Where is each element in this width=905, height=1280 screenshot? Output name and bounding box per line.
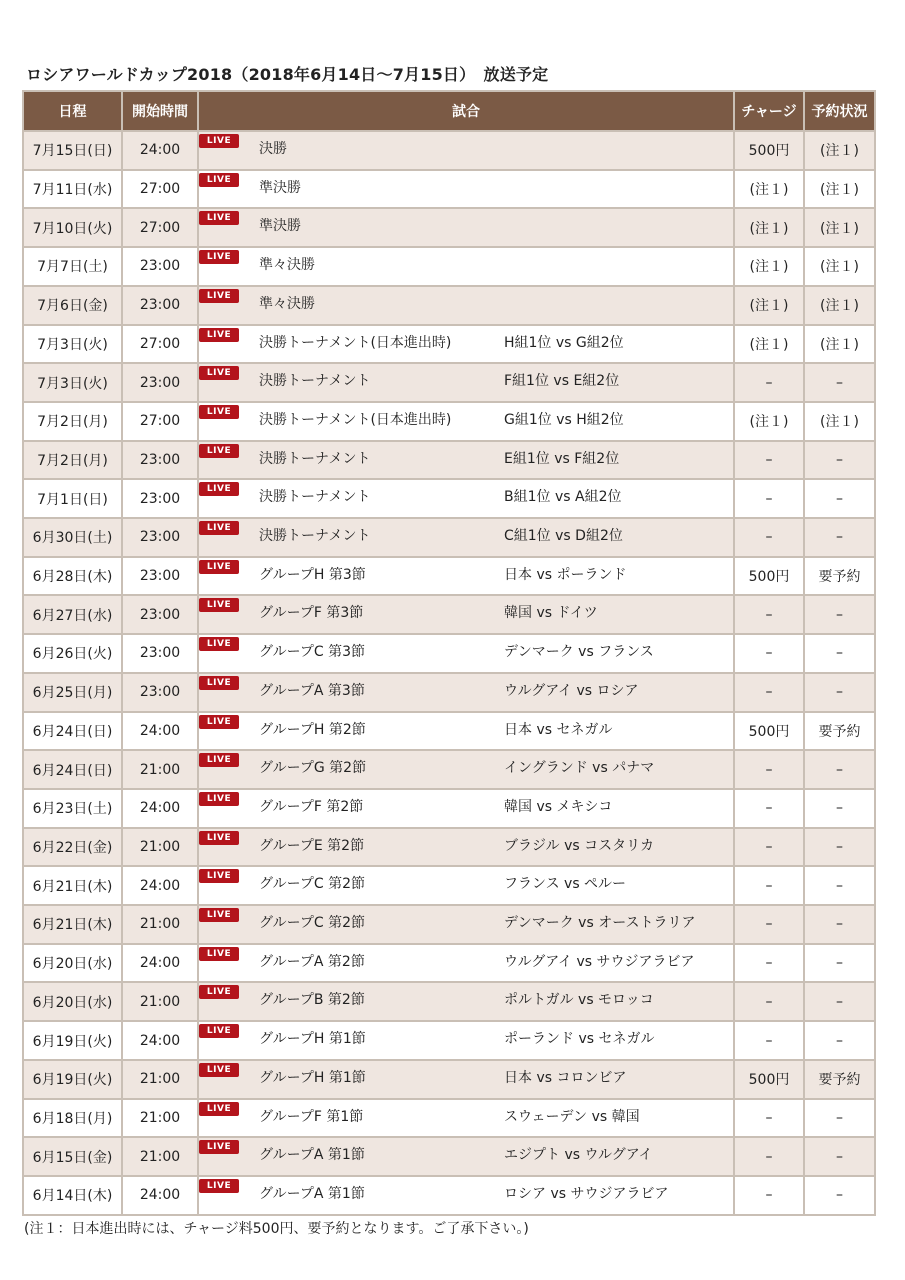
reservation-status: – <box>804 828 875 867</box>
match-round: グループH 第2節 <box>259 721 366 738</box>
match-teams: F組1位 vs E組2位 <box>504 373 620 390</box>
match-date: 6月30日(土) <box>23 518 122 557</box>
start-time: 21:00 <box>122 828 198 867</box>
live-badge: LIVE <box>199 560 239 574</box>
match-round: 決勝トーナメント(日本進出時) <box>259 334 452 351</box>
table-row <box>23 557 875 596</box>
table-row <box>23 131 875 170</box>
start-time: 27:00 <box>122 325 198 364</box>
reservation-status: – <box>804 441 875 480</box>
live-badge: LIVE <box>199 947 239 961</box>
match-teams: スウェーデン vs 韓国 <box>504 1108 640 1125</box>
match-date: 7月7日(土) <box>23 247 122 286</box>
start-time: 23:00 <box>122 634 198 673</box>
charge-value: – <box>734 673 804 712</box>
charge-value: – <box>734 363 804 402</box>
charge-value: – <box>734 789 804 828</box>
match-date: 6月20日(水) <box>23 982 122 1021</box>
match-round: グループH 第1節 <box>259 1069 366 1086</box>
match-date: 6月21日(木) <box>23 866 122 905</box>
match-date: 7月3日(火) <box>23 363 122 402</box>
start-time: 23:00 <box>122 441 198 480</box>
reservation-status: – <box>804 982 875 1021</box>
table-row <box>23 1060 875 1099</box>
start-time: 23:00 <box>122 479 198 518</box>
match-round: グループF 第2節 <box>259 798 364 815</box>
match-date: 7月2日(月) <box>23 402 122 441</box>
match-cell <box>198 208 734 247</box>
live-badge: LIVE <box>199 1102 239 1116</box>
match-cell <box>198 944 734 983</box>
table-row <box>23 286 875 325</box>
match-cell <box>198 402 734 441</box>
table-row <box>23 982 875 1021</box>
match-cell <box>198 905 734 944</box>
table-row <box>23 866 875 905</box>
live-badge: LIVE <box>199 328 239 342</box>
start-time: 21:00 <box>122 750 198 789</box>
match-teams: 日本 vs ポーランド <box>504 566 627 583</box>
start-time: 23:00 <box>122 595 198 634</box>
live-badge: LIVE <box>199 1063 239 1077</box>
live-badge: LIVE <box>199 753 239 767</box>
match-date: 6月21日(木) <box>23 905 122 944</box>
match-round: 決勝 <box>259 141 287 157</box>
start-time: 21:00 <box>122 1099 198 1138</box>
charge-value: – <box>734 1176 804 1215</box>
charge-value: – <box>734 1021 804 1060</box>
reservation-status: – <box>804 750 875 789</box>
match-date: 6月26日(火) <box>23 634 122 673</box>
reservation-status: 要予約 <box>804 712 875 751</box>
page-title: ロシアワールドカップ2018（2018年6月14日～7月15日） 放送予定 <box>26 65 549 84</box>
match-cell <box>198 712 734 751</box>
live-badge: LIVE <box>199 1024 239 1038</box>
reservation-status: – <box>804 518 875 557</box>
match-cell <box>198 789 734 828</box>
live-badge: LIVE <box>199 676 239 690</box>
match-cell <box>198 982 734 1021</box>
match-round: 準々決勝 <box>259 295 315 312</box>
charge-value: – <box>734 595 804 634</box>
table-row <box>23 712 875 751</box>
start-time: 21:00 <box>122 905 198 944</box>
match-round: 決勝トーナメント <box>259 528 371 545</box>
header-match: 試合 <box>198 91 734 131</box>
match-cell <box>198 1137 734 1176</box>
start-time: 23:00 <box>122 518 198 557</box>
match-cell <box>198 673 734 712</box>
match-round: グループC 第2節 <box>259 915 366 932</box>
start-time: 27:00 <box>122 208 198 247</box>
match-round: 決勝トーナメント <box>259 489 371 506</box>
charge-value: – <box>734 982 804 1021</box>
match-round: グループA 第3節 <box>259 682 365 699</box>
table-row <box>23 944 875 983</box>
match-round: グループA 第1節 <box>259 1147 365 1164</box>
match-round: グループF 第3節 <box>259 605 364 622</box>
match-teams: 韓国 vs ドイツ <box>504 605 598 622</box>
live-badge: LIVE <box>199 598 239 612</box>
start-time: 23:00 <box>122 247 198 286</box>
match-cell <box>198 441 734 480</box>
reservation-status: – <box>804 905 875 944</box>
start-time: 23:00 <box>122 286 198 325</box>
live-badge: LIVE <box>199 444 239 458</box>
match-teams: H組1位 vs G組2位 <box>504 334 624 351</box>
match-date: 6月22日(金) <box>23 828 122 867</box>
match-date: 7月6日(金) <box>23 286 122 325</box>
charge-value: 500円 <box>734 1060 804 1099</box>
table-row <box>23 1099 875 1138</box>
charge-value: – <box>734 905 804 944</box>
match-date: 6月23日(土) <box>23 789 122 828</box>
match-date: 6月27日(水) <box>23 595 122 634</box>
reservation-status: (注１) <box>804 131 875 170</box>
match-cell <box>198 1176 734 1215</box>
match-date: 7月11日(水) <box>23 170 122 209</box>
match-cell <box>198 1021 734 1060</box>
charge-value: – <box>734 518 804 557</box>
header-charge: チャージ <box>734 91 804 131</box>
start-time: 21:00 <box>122 982 198 1021</box>
match-teams: ポーランド vs セネガル <box>504 1031 655 1048</box>
charge-value: – <box>734 479 804 518</box>
reservation-status: – <box>804 1021 875 1060</box>
reservation-status: – <box>804 789 875 828</box>
match-teams: フランス vs ペルー <box>504 876 627 893</box>
table-row <box>23 363 875 402</box>
start-time: 21:00 <box>122 1137 198 1176</box>
match-round: グループC 第2節 <box>259 876 366 893</box>
match-cell <box>198 595 734 634</box>
match-cell <box>198 1060 734 1099</box>
charge-value: (注１) <box>734 402 804 441</box>
live-badge: LIVE <box>199 869 239 883</box>
live-badge: LIVE <box>199 405 239 419</box>
table-header-row <box>23 91 875 131</box>
table-row <box>23 325 875 364</box>
match-round: グループH 第1節 <box>259 1031 366 1048</box>
match-date: 7月2日(月) <box>23 441 122 480</box>
start-time: 21:00 <box>122 1060 198 1099</box>
start-time: 24:00 <box>122 1176 198 1215</box>
reservation-status: (注１) <box>804 286 875 325</box>
reservation-status: – <box>804 479 875 518</box>
match-date: 7月10日(火) <box>23 208 122 247</box>
match-cell <box>198 634 734 673</box>
live-badge: LIVE <box>199 792 239 806</box>
match-date: 6月20日(水) <box>23 944 122 983</box>
start-time: 23:00 <box>122 673 198 712</box>
reservation-status: – <box>804 595 875 634</box>
table-row <box>23 595 875 634</box>
table-row <box>23 170 875 209</box>
reservation-status: – <box>804 1099 875 1138</box>
charge-value: (注１) <box>734 247 804 286</box>
match-date: 6月18日(月) <box>23 1099 122 1138</box>
table-row <box>23 634 875 673</box>
charge-value: (注１) <box>734 170 804 209</box>
charge-value: (注１) <box>734 208 804 247</box>
match-cell <box>198 518 734 557</box>
header-date: 日程 <box>23 91 122 131</box>
start-time: 23:00 <box>122 557 198 596</box>
match-teams: C組1位 vs D組2位 <box>504 528 623 545</box>
table-row <box>23 441 875 480</box>
table-row <box>23 789 875 828</box>
reservation-status: 要予約 <box>804 1060 875 1099</box>
header-reservation: 予約状況 <box>804 91 875 131</box>
live-badge: LIVE <box>199 521 239 535</box>
live-badge: LIVE <box>199 637 239 651</box>
live-badge: LIVE <box>199 715 239 729</box>
match-round: グループF 第1節 <box>259 1108 364 1125</box>
start-time: 27:00 <box>122 402 198 441</box>
table-row <box>23 208 875 247</box>
match-teams: イングランド vs パナマ <box>504 760 655 777</box>
start-time: 24:00 <box>122 712 198 751</box>
match-cell <box>198 866 734 905</box>
match-round: グループA 第2節 <box>259 953 365 970</box>
match-teams: ポルトガル vs モロッコ <box>504 992 654 1009</box>
charge-value: – <box>734 441 804 480</box>
live-badge: LIVE <box>199 211 239 225</box>
match-teams: エジプト vs ウルグアイ <box>504 1147 653 1164</box>
match-date: 7月15日(日) <box>23 131 122 170</box>
match-round: 準々決勝 <box>259 257 315 274</box>
table-row <box>23 479 875 518</box>
header-start-time: 開始時間 <box>122 91 198 131</box>
start-time: 24:00 <box>122 944 198 983</box>
reservation-status: (注１) <box>804 402 875 441</box>
match-teams: E組1位 vs F組2位 <box>504 450 620 467</box>
match-cell <box>198 750 734 789</box>
live-badge: LIVE <box>199 366 239 380</box>
charge-value: 500円 <box>734 131 804 170</box>
live-badge: LIVE <box>199 985 239 999</box>
start-time: 24:00 <box>122 866 198 905</box>
match-teams: 韓国 vs メキシコ <box>504 798 613 815</box>
match-cell <box>198 1099 734 1138</box>
match-date: 7月3日(火) <box>23 325 122 364</box>
live-badge: LIVE <box>199 289 239 303</box>
match-round: 決勝トーナメント <box>259 450 371 467</box>
match-teams: 日本 vs セネガル <box>504 721 613 738</box>
charge-value: (注１) <box>734 325 804 364</box>
match-teams: ロシア vs サウジアラビア <box>504 1185 669 1202</box>
start-time: 27:00 <box>122 170 198 209</box>
match-date: 6月14日(木) <box>23 1176 122 1215</box>
match-teams: B組1位 vs A組2位 <box>504 489 622 506</box>
reservation-status: – <box>804 866 875 905</box>
charge-value: – <box>734 1137 804 1176</box>
start-time: 24:00 <box>122 1021 198 1060</box>
match-teams: ブラジル vs コスタリカ <box>504 837 654 854</box>
charge-value: 500円 <box>734 712 804 751</box>
reservation-status: – <box>804 944 875 983</box>
live-badge: LIVE <box>199 250 239 264</box>
table-row <box>23 828 875 867</box>
match-cell <box>198 247 734 286</box>
table-row <box>23 1176 875 1215</box>
match-cell <box>198 557 734 596</box>
match-date: 6月25日(月) <box>23 673 122 712</box>
charge-value: 500円 <box>734 557 804 596</box>
match-round: グループE 第2節 <box>259 837 365 854</box>
match-date: 6月19日(火) <box>23 1021 122 1060</box>
start-time: 24:00 <box>122 131 198 170</box>
table-row <box>23 750 875 789</box>
match-round: 準決勝 <box>259 218 301 235</box>
charge-value: – <box>734 750 804 789</box>
match-round: 決勝トーナメント <box>259 373 371 390</box>
match-date: 6月28日(木) <box>23 557 122 596</box>
match-date: 6月15日(金) <box>23 1137 122 1176</box>
table-row <box>23 905 875 944</box>
match-cell <box>198 131 734 170</box>
reservation-status: (注１) <box>804 247 875 286</box>
footnote: (注１：日本進出時には、チャージ料500円、要予約となります。ご了承下さい。) <box>24 1221 529 1237</box>
reservation-status: – <box>804 1176 875 1215</box>
charge-value: – <box>734 1099 804 1138</box>
table-row <box>23 1021 875 1060</box>
match-cell <box>198 170 734 209</box>
charge-value: – <box>734 634 804 673</box>
reservation-status: – <box>804 673 875 712</box>
table-row <box>23 518 875 557</box>
live-badge: LIVE <box>199 1179 239 1193</box>
match-teams: 日本 vs コロンビア <box>504 1069 627 1086</box>
charge-value: – <box>734 866 804 905</box>
broadcast-schedule-table <box>22 90 876 1216</box>
live-badge: LIVE <box>199 482 239 496</box>
start-time: 24:00 <box>122 789 198 828</box>
reservation-status: 要予約 <box>804 557 875 596</box>
table-row <box>23 1137 875 1176</box>
reservation-status: – <box>804 363 875 402</box>
reservation-status: (注１) <box>804 208 875 247</box>
match-round: グループA 第1節 <box>259 1185 365 1202</box>
match-round: グループB 第2節 <box>259 992 365 1009</box>
match-round: グループG 第2節 <box>259 760 367 777</box>
match-cell <box>198 286 734 325</box>
table-row <box>23 402 875 441</box>
match-teams: デンマーク vs フランス <box>504 644 654 661</box>
table-row <box>23 673 875 712</box>
reservation-status: – <box>804 634 875 673</box>
charge-value: (注１) <box>734 286 804 325</box>
start-time: 23:00 <box>122 363 198 402</box>
match-teams: デンマーク vs オーストラリア <box>504 915 696 932</box>
match-round: 準決勝 <box>259 179 301 196</box>
live-badge: LIVE <box>199 134 239 148</box>
reservation-status: (注１) <box>804 170 875 209</box>
match-cell <box>198 828 734 867</box>
match-cell <box>198 325 734 364</box>
reservation-status: (注１) <box>804 325 875 364</box>
match-date: 6月19日(火) <box>23 1060 122 1099</box>
live-badge: LIVE <box>199 1140 239 1154</box>
match-date: 6月24日(日) <box>23 750 122 789</box>
match-teams: G組1位 vs H組2位 <box>504 411 624 428</box>
reservation-status: – <box>804 1137 875 1176</box>
live-badge: LIVE <box>199 831 239 845</box>
charge-value: – <box>734 944 804 983</box>
match-cell <box>198 479 734 518</box>
match-round: グループC 第3節 <box>259 644 366 661</box>
match-date: 7月1日(日) <box>23 479 122 518</box>
match-round: 決勝トーナメント(日本進出時) <box>259 411 452 428</box>
live-badge: LIVE <box>199 173 239 187</box>
match-round: グループH 第3節 <box>259 566 366 583</box>
match-teams: ウルグアイ vs サウジアラビア <box>504 953 695 970</box>
charge-value: – <box>734 828 804 867</box>
table-row <box>23 247 875 286</box>
live-badge: LIVE <box>199 908 239 922</box>
match-teams: ウルグアイ vs ロシア <box>504 682 639 699</box>
match-date: 6月24日(日) <box>23 712 122 751</box>
match-cell <box>198 363 734 402</box>
